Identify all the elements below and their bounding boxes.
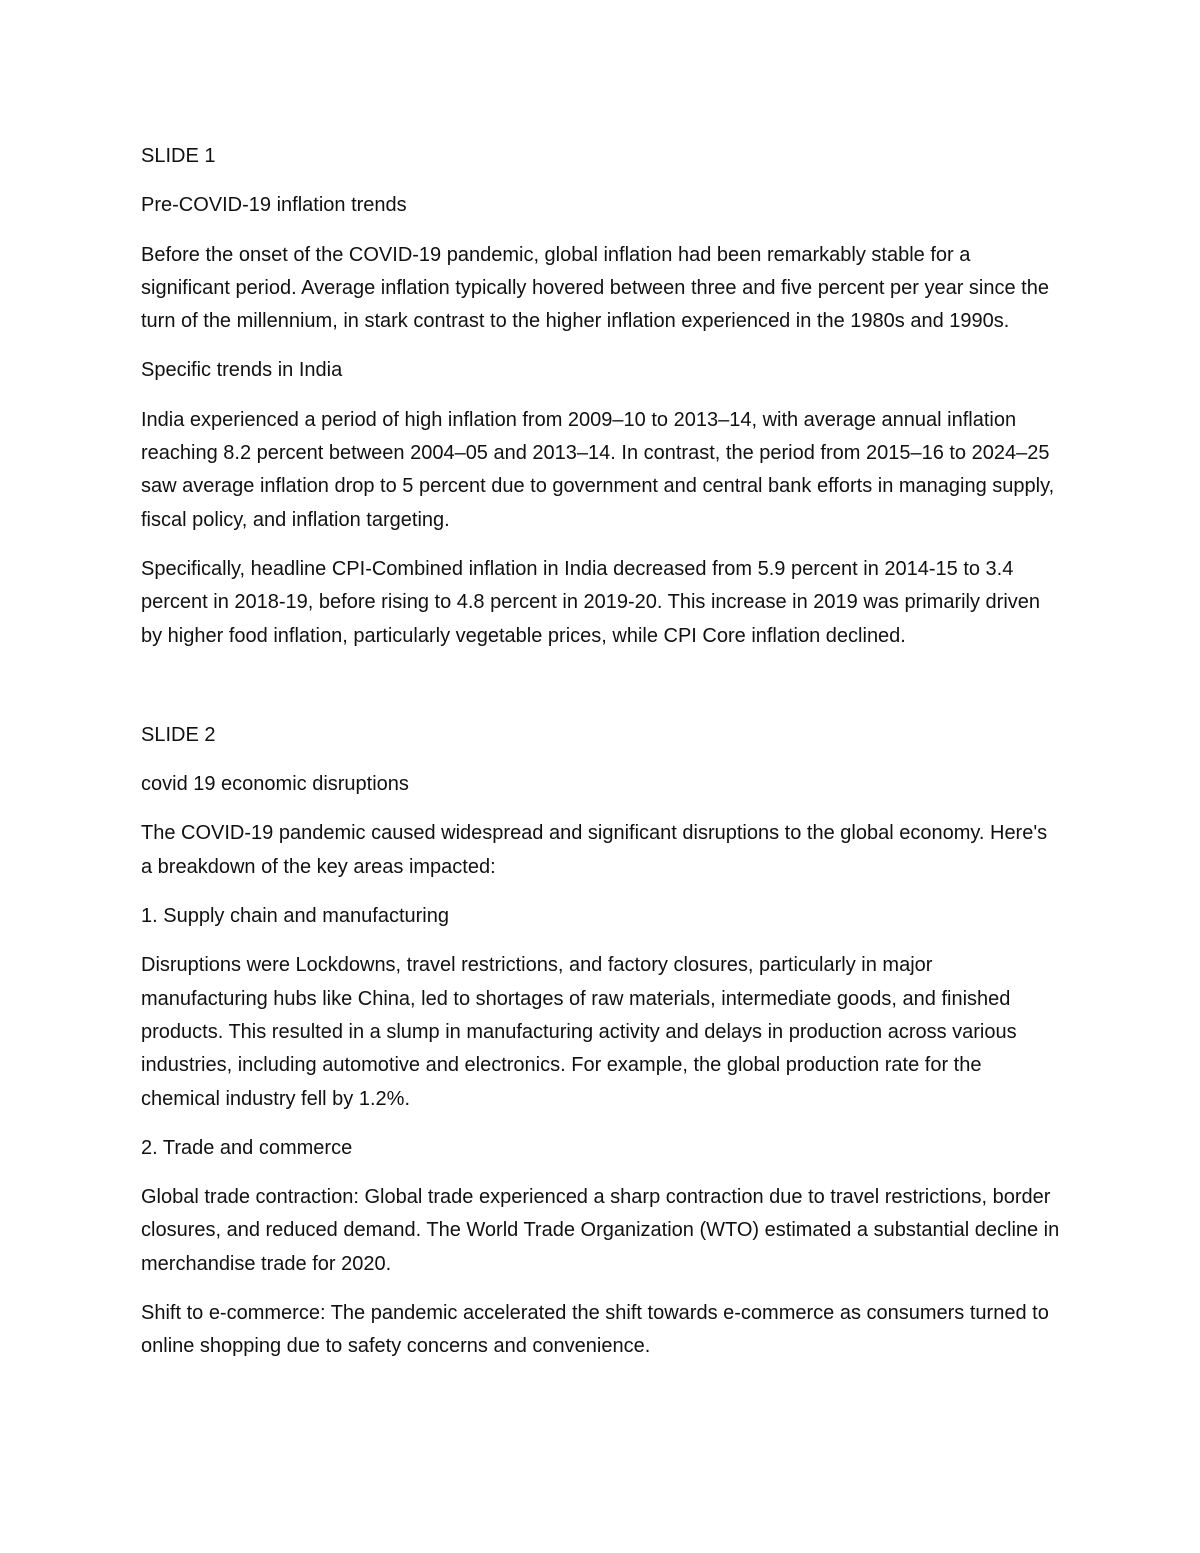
slide-1-label: SLIDE 1 xyxy=(141,145,216,167)
slide-1-paragraph-global-inflation: Before the onset of the COVID-19 pandemic, global inflation had been remarkably stable for a significant period. Average inflation typically hovered between three and five percent per year since the turn of the millennium, in stark contrast to the higher inflation experienced in the 1980s and 1990s. xyxy=(141,243,1049,333)
slide-2-intro: The COVID-19 pandemic caused widespread and significant disruptions to the global economy. Here's a breakdown of the key areas impacted: xyxy=(141,822,1048,878)
slide-1-paragraph-india-trends: India experienced a period of high inflation from 2009–10 to 2013–14, with average annual inflation reaching 8.2 percent between 2004–05 and 2013–14. In contrast, the period from 2015–16 to 2024–25 saw average inflation drop to 5 percent due to government and central bank efforts in managing supply, fiscal policy, and inflation targeting. xyxy=(141,408,1055,531)
slide-2-section-2-body-ecommerce: Shift to e-commerce: The pandemic accelerated the shift towards e-commerce as consumers turned to online shopping due to safety concerns and convenience. xyxy=(141,1302,1049,1358)
document-body xyxy=(141,140,1061,1380)
slide-1-heading: Pre-COVID-19 inflation trends xyxy=(141,194,407,217)
slide-1-subheading-india: Specific trends in India xyxy=(141,359,343,382)
slide-2-label: SLIDE 2 xyxy=(141,723,216,746)
slide-2-section-2-body-trade: Global trade contraction: Global trade experienced a sharp contraction due to travel restrictions, border closures, and reduced demand. The World Trade Organization (WTO) estimated a substantial decline in merchandise trade for 2020. xyxy=(141,1186,1060,1275)
slide-2-section-1-heading: 1. Supply chain and manufacturing xyxy=(141,905,449,928)
slide-2-heading: covid 19 economic disruptions xyxy=(141,773,409,796)
slide-2-section-1-body: Disruptions were Lockdowns, travel restrictions, and factory closures, particularly in major manufacturing hubs like China, led to shortages of raw materials, intermediate goods, and finished products. This resulted in a slump in manufacturing activity and delays in production across various industries, including automotive and electronics. For example, the global production rate for the chemical industry fell by 1.2%. xyxy=(141,954,1017,1110)
slide-1-paragraph-cpi: Specifically, headline CPI-Combined inflation in India decreased from 5.9 percent in 2014-15 to 3.4 percent in 2018-19, before rising to 4.8 percent in 2019-20. This increase in 2019 was primarily driven by higher food inflation, particularly vegetable prices, while CPI Core inflation declined. xyxy=(141,557,1041,647)
slide-2-section-2-heading: 2. Trade and commerce xyxy=(141,1136,353,1159)
